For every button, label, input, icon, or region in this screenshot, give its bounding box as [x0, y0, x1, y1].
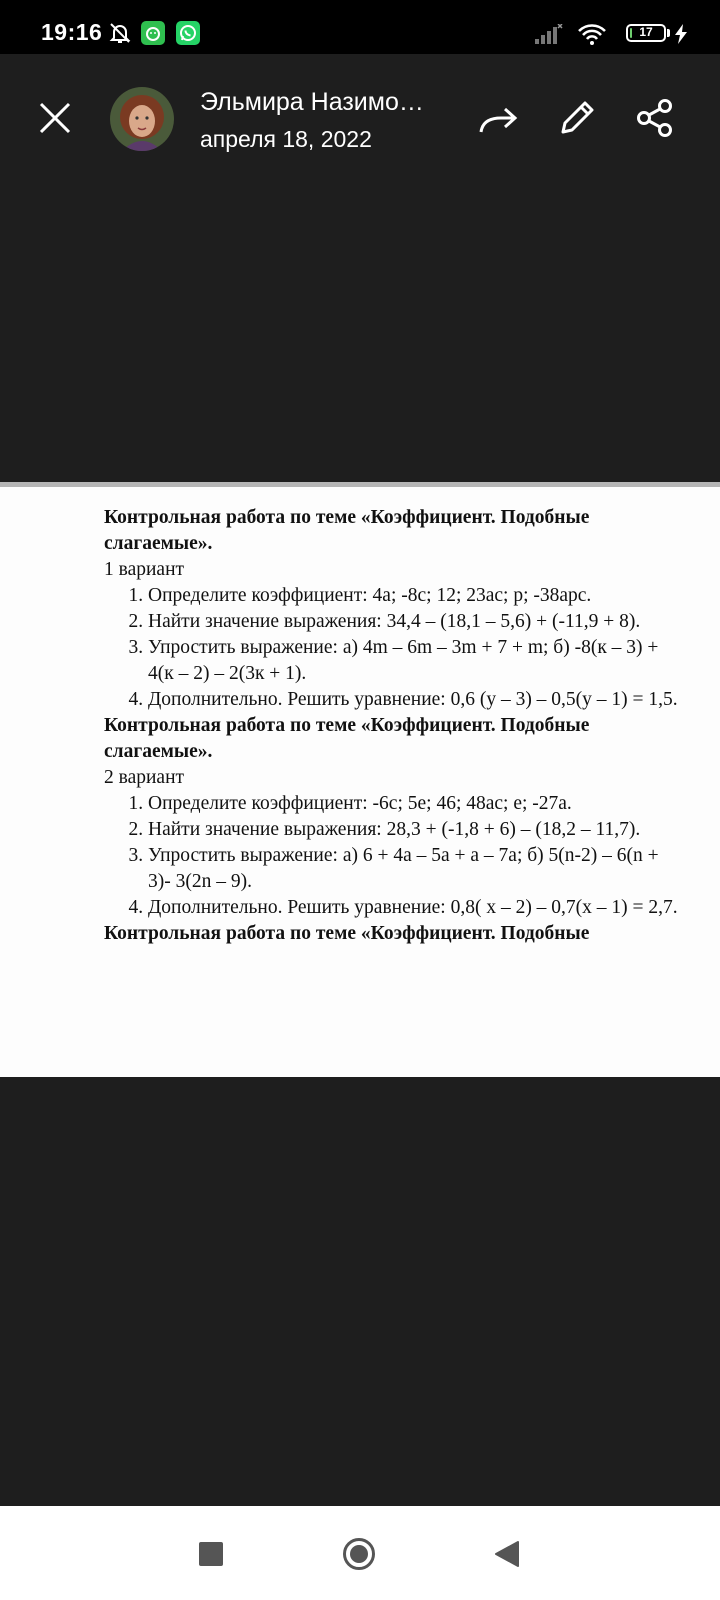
status-time: 19:16 [41, 19, 103, 45]
document-photo[interactable] [0, 487, 720, 1077]
list-item: 2. Найти значение выражения: 34,4 – (18,1 – 5,6) + (-11,9 + 8). [148, 609, 684, 635]
list-item: 3. Упростить выражение: а) 6 + 4а – 5а + а – 7а; б) 5(n-2) – 6(n + 3)- 3(2n – 9). [148, 843, 684, 895]
list-item: 1. Определите коэффициент: 4а; -8с; 12; 23ас; р; -38арс. [148, 583, 684, 609]
list-item: 2. Найти значение выражения: 28,3 + (-1,8 + 6) – (18,2 – 11,7). [148, 817, 684, 843]
document-title-2: Контрольная работа по теме «Коэффициент. Подобные слагаемые». [104, 715, 590, 762]
variant-2-label: 2 вариант [104, 767, 185, 788]
wifi-icon [577, 22, 607, 46]
edit-pencil-icon[interactable] [557, 98, 597, 138]
list-item: 3. Упростить выражение: а) 4m – 6m – 3m + 7 + m; б) -8(к – 3) + 4(к – 2) – 2(3к + 1). [148, 635, 684, 687]
task-list-2 [104, 791, 684, 921]
battery-icon [626, 24, 666, 42]
battery-tip [667, 29, 670, 37]
forward-icon[interactable] [478, 104, 518, 136]
android-app-icon [141, 21, 165, 45]
signal-icon [535, 24, 563, 44]
document-text [104, 505, 684, 947]
back-triangle-icon[interactable] [494, 1540, 520, 1568]
list-item: 1. Определите коэффициент: -6с; 5е; 46; 48ас; е; -27а. [148, 791, 684, 817]
status-bar [0, 0, 720, 54]
close-icon[interactable] [38, 101, 72, 135]
variant-1-label: 1 вариант [104, 559, 185, 580]
muted-bell-icon [108, 21, 132, 45]
share-icon[interactable] [636, 98, 674, 138]
recents-square-icon[interactable] [199, 1542, 223, 1566]
document-title-3-cut: Контрольная работа по теме «Коэффициент. Подобные [104, 923, 590, 944]
avatar-image [110, 87, 174, 151]
task-list-1 [104, 583, 684, 713]
whatsapp-icon [176, 21, 200, 45]
home-circle-icon[interactable] [342, 1537, 376, 1571]
avatar[interactable] [110, 87, 174, 151]
battery-percent: 17 [639, 25, 653, 39]
document-title-1: Контрольная работа по теме «Коэффициент. Подобные слагаемые». [104, 507, 590, 554]
list-item: 4. Дополнительно. Решить уравнение: 0,6 (у – 3) – 0,5(у – 1) = 1,5. [148, 687, 684, 713]
charging-icon [674, 24, 688, 44]
list-item: 4. Дополнительно. Решить уравнение: 0,8( х – 2) – 0,7(х – 1) = 2,7. [148, 895, 684, 921]
post-date: апреля 18, 2022 [200, 126, 372, 152]
user-name[interactable]: Эльмира Назимо… [200, 88, 424, 116]
viewer-top-bar [0, 54, 720, 184]
